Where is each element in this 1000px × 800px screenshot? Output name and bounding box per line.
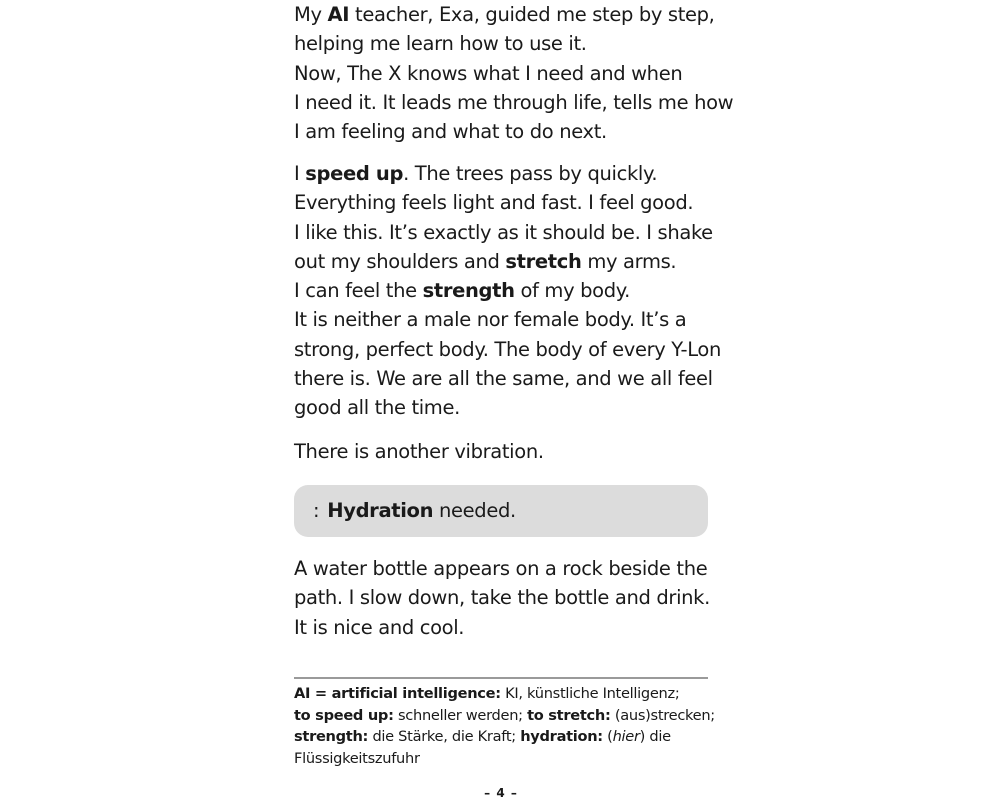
glossary-definition: KI, künstliche Intelligenz; <box>500 685 680 702</box>
text-line: there is. We are all the same, and we all feel <box>294 367 713 391</box>
text-line: Now, The X knows what I need and when <box>294 61 683 85</box>
glossary-definition: ( <box>602 728 613 745</box>
glossary-term: to speed up: <box>294 706 394 724</box>
paragraph-1 <box>294 0 733 146</box>
text-run: teacher, Exa, guided me step by step, <box>349 3 715 26</box>
text-run: I can feel the <box>294 279 423 303</box>
glossary-definition: ) die <box>639 728 671 745</box>
paragraph-3 <box>294 437 544 466</box>
glossary-definition: schneller werden; <box>393 706 528 724</box>
glossary-term: hydration: <box>520 728 603 745</box>
ai-message-callout <box>294 485 708 537</box>
text-line: A water bottle appears on a rock beside the <box>294 557 708 580</box>
text-line: It is neither a male nor female body. It’s a <box>294 308 687 332</box>
text-line: good all the time. <box>294 396 460 420</box>
bold-term: speed up <box>305 162 404 185</box>
text-run: My <box>294 3 328 26</box>
text-line <box>294 0 733 29</box>
bold-term: strength <box>422 279 515 303</box>
callout-bold-term: Hydration <box>327 499 434 522</box>
text-run: I <box>294 162 306 185</box>
text-run: . The trees pass by quickly. <box>403 162 658 185</box>
paragraph-4 <box>294 554 710 642</box>
glossary-term: to stretch: <box>527 706 611 724</box>
glossary-line <box>294 705 715 727</box>
text-line: I need it. It leads me through life, tells me how <box>294 90 734 114</box>
glossary-term: AI = artificial intelligence: <box>294 685 501 702</box>
text-run: of my body. <box>514 279 630 303</box>
glossary-definition: die Stärke, die Kraft; <box>368 728 521 745</box>
glossary-definition: (aus)strecken; <box>610 706 715 724</box>
glossary-line <box>294 726 715 748</box>
footnote-divider <box>294 677 708 679</box>
text-line: helping me learn how to use it. <box>294 32 587 56</box>
text-line: path. I slow down, take the bottle and drink. <box>294 586 710 610</box>
glossary-line <box>294 683 715 705</box>
text-line: It is nice and cool. <box>294 615 465 639</box>
text-line: I am feeling and what to do next. <box>294 120 607 144</box>
callout-prefix: : <box>313 499 320 522</box>
callout-text: needed. <box>433 499 516 522</box>
bold-term: AI <box>327 3 350 26</box>
glossary-italic: hier <box>612 728 640 745</box>
text-line <box>294 276 721 305</box>
text-line: strong, perfect body. The body of every Y-Lon <box>294 337 721 361</box>
text-line <box>294 159 721 188</box>
text-line <box>294 247 721 276</box>
text-line: There is another vibration. <box>294 440 544 463</box>
text-run: my arms. <box>581 249 677 273</box>
text-run: out my shoulders and <box>294 249 506 273</box>
text-line: Everything feels light and fast. I feel good. <box>294 191 694 215</box>
text-line: I like this. It’s exactly as it should be. I shake <box>294 220 713 244</box>
bold-term: stretch <box>505 249 582 273</box>
page-number: – 4 – <box>484 786 518 800</box>
glossary-footnote <box>294 683 715 769</box>
glossary-line: Flüssigkeitszufuhr <box>294 749 420 767</box>
paragraph-2 <box>294 159 721 423</box>
glossary-term: strength: <box>294 728 369 745</box>
